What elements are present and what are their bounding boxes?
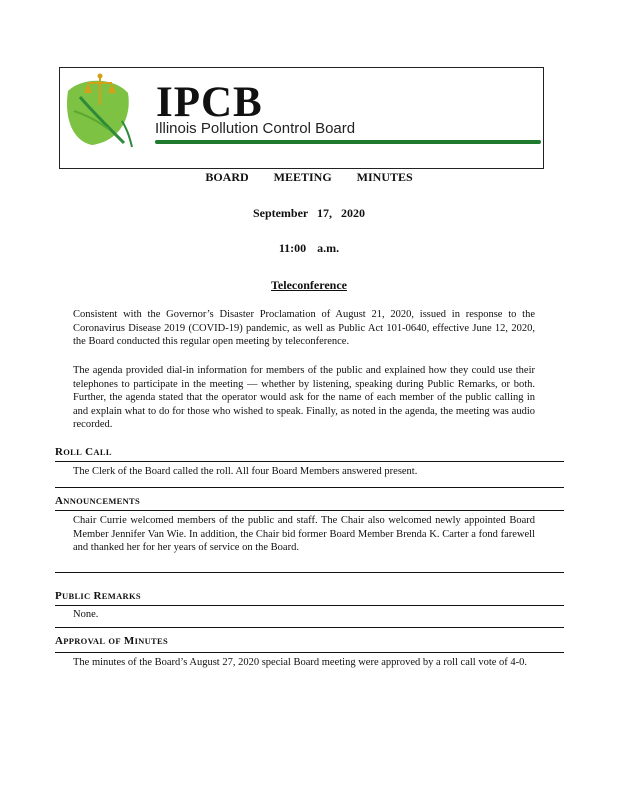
section-heading-announcements: ANNOUNCEMENTS [55, 495, 141, 507]
section-heading-public-remarks: PUBLIC REMARKS [55, 590, 141, 602]
approval-text: The minutes of the Board’s August 27, 2020 special Board meeting were approved by a roll call vote of 4-0. [73, 657, 528, 668]
intro-paragraph-1: Consistent with the Governor’s Disaster Proclamation of August 21, 2020, issued in response to the Coronavirus Disease 2019 (COVID-19) pandemic, as well as Public Act 101-0640, effective June 12, 2020, the Board conducted this regular open meeting by teleconference. [73, 309, 535, 347]
section-divider [55, 487, 564, 488]
meeting-time: 11:00 a.m. [278, 241, 340, 255]
section-divider [55, 572, 564, 573]
leaf-scales-logo-icon [62, 71, 134, 149]
meeting-venue: Teleconference [271, 278, 347, 292]
letterhead-box [59, 67, 544, 169]
section-divider [55, 461, 564, 462]
agency-name: Illinois Pollution Control Board [155, 120, 356, 137]
roll-call-text: The Clerk of the Board called the roll. All four Board Members answered present. [73, 466, 418, 477]
document-title: BOARD MEETING MINUTES [205, 170, 413, 184]
public-remarks-text: None. [73, 609, 99, 620]
intro-paragraph-2: The agenda provided dial-in information for members of the public and explained how they could use their telephones to participate in the meeting — whether by listening, speaking during Public Remarks, or both. Further, the agenda stated that the operator would ask for the name of each member of the public calling in and explain what to do for those who wished to speak. Finally, as noted in the agenda, the meeting was audio recorded. [73, 365, 535, 430]
logo-wordmark: IPCB [156, 79, 263, 126]
section-heading-approval-of-minutes: APPROVAL OF MINUTES [55, 635, 169, 647]
meeting-date: September 17, 2020 [252, 206, 366, 220]
section-divider [55, 627, 564, 628]
section-divider [55, 605, 564, 606]
green-rule [155, 140, 541, 144]
section-heading-roll-call: ROLL CALL [55, 446, 112, 458]
section-divider [55, 510, 564, 511]
section-divider [55, 652, 564, 653]
announcements-text: Chair Currie welcomed members of the public and staff. The Chair also welcomed newly appointed Board Member Jennifer Van Wie. In addition, the Chair bid former Board Member Brenda K. Carter a fond farewell and thanked her for her years of service on the Board. [73, 515, 535, 553]
